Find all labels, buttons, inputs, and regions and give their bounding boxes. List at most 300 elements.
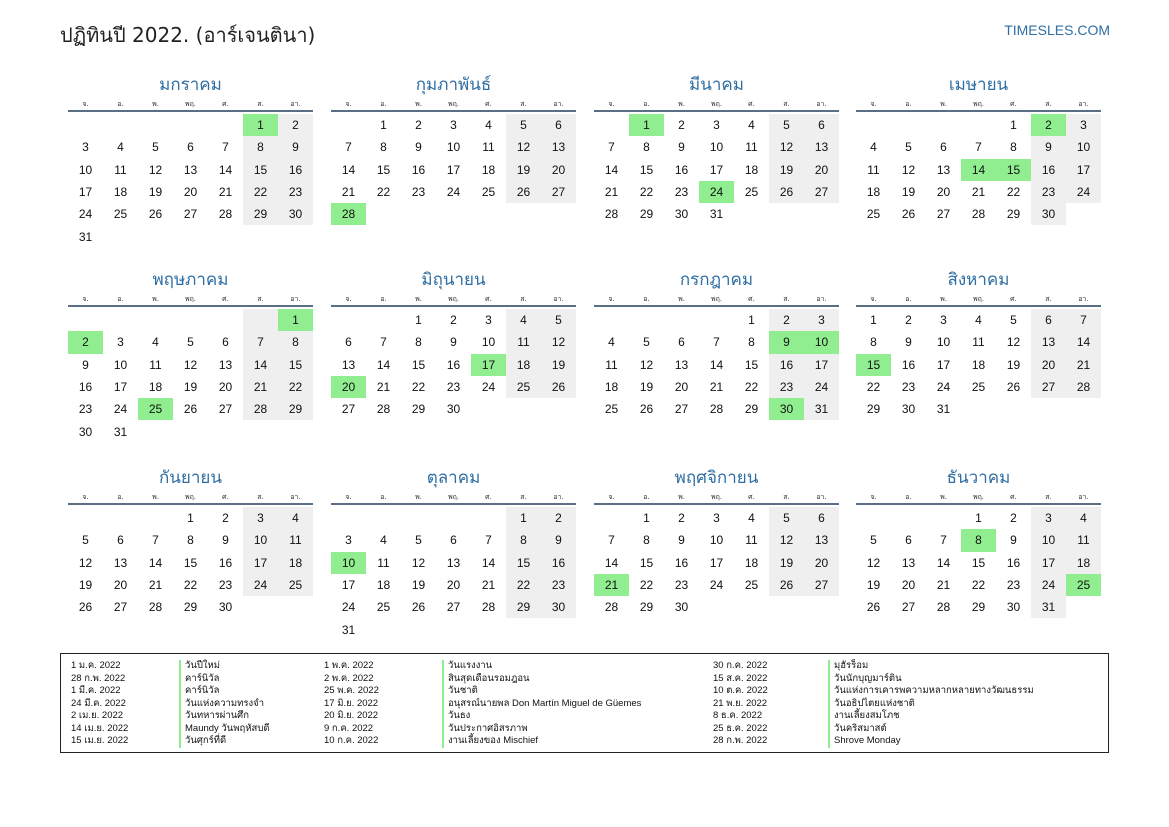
weekday-label: อา. [816,100,827,108]
day-cell: 31 [1031,596,1066,618]
day-cell: 11 [745,533,758,548]
day-cell: 26 [411,600,426,615]
day-cell: 3 [940,313,947,328]
day-cell: 4 [975,313,982,328]
empty-cell [138,114,173,136]
day-cell: 25 [971,380,986,395]
weekday-label: อ. [905,295,912,303]
day-cell: 10 [481,335,496,350]
day-cell: 18 [506,354,541,376]
day-cell: 21 [1066,354,1101,376]
day-cell: 24 [446,185,461,200]
day-cell: 2 [450,313,457,328]
day-cell: 10 [936,335,951,350]
day-cell: 15 [506,552,541,574]
day-cell: 6 [905,533,912,548]
day-cell: 30 [541,596,576,618]
day-cell: 15 [971,555,986,570]
day-cell: 2 [1010,511,1017,526]
day-cell: 28 [148,600,163,615]
day-cell: 27 [341,402,356,417]
day-cell: 14 [604,162,619,177]
day-cell: 12 [866,555,881,570]
month-calendar [331,72,576,225]
day-cell: 22 [183,578,198,593]
weekday-label: อา. [553,100,564,108]
weekday-label: ศ. [485,295,492,303]
day-cell: 11 [506,331,541,353]
day-cell: 4 [870,140,877,155]
month-calendar [68,465,313,618]
empty-cell [804,596,839,618]
day-cell: 29 [971,600,986,615]
day-cell: 2 [222,511,229,526]
day-cell: 13 [1031,331,1066,353]
weekday-label: จ. [608,100,615,108]
weekday-label: พ. [415,295,422,303]
day-cell: 13 [936,162,951,177]
day-cell: 30 [674,207,689,222]
day-cell: 27 [901,600,916,615]
day-cell: 25 [278,574,313,596]
day-cell: 26 [148,207,163,222]
day-cell: 28 [331,203,366,225]
weekday-label: พฤ. [184,493,197,501]
empty-cell [331,309,366,331]
header-rule [68,110,313,112]
empty-cell [278,420,313,442]
day-cell: 6 [804,114,839,136]
weekday-label: อา. [290,295,301,303]
day-cell: 19 [78,578,93,593]
day-cell: 11 [114,162,127,177]
header-rule [68,503,313,505]
day-cell: 4 [748,118,755,133]
weekday-label: พ. [415,100,422,108]
empty-cell [138,507,173,529]
day-cell: 3 [485,313,492,328]
day-cell: 22 [411,380,426,395]
day-cell: 23 [78,402,93,417]
day-cell: 17 [804,354,839,376]
day-cell: 7 [975,140,982,155]
day-cell: 6 [940,140,947,155]
day-cell: 30 [78,424,93,439]
day-cell: 28 [604,600,619,615]
day-cell: 1 [187,511,194,526]
empty-cell [173,225,208,247]
empty-cell [173,309,208,331]
day-grid [331,114,576,225]
day-cell: 12 [541,331,576,353]
legend-holiday-name: วันศุกร์ที่ดี [179,735,226,748]
day-cell: 15 [856,354,891,376]
day-cell: 13 [446,555,461,570]
day-cell: 9 [678,533,685,548]
month-calendar [856,72,1101,225]
day-cell: 16 [674,162,689,177]
weekday-label: พฤ. [710,493,723,501]
weekday-label: จ. [870,493,877,501]
day-cell: 19 [506,159,541,181]
weekday-header [856,491,1101,503]
day-cell: 28 [709,402,724,417]
day-cell: 10 [243,529,278,551]
day-cell: 20 [1031,354,1066,376]
day-cell: 18 [744,555,759,570]
empty-cell [138,420,173,442]
weekday-label: ส. [520,295,527,303]
empty-cell [366,309,401,331]
day-cell: 19 [541,354,576,376]
day-cell: 23 [674,185,689,200]
day-cell: 17 [471,354,506,376]
day-cell: 12 [901,162,916,177]
day-cell: 27 [113,600,128,615]
empty-cell [541,618,576,640]
day-cell: 14 [218,162,233,177]
day-cell: 24 [709,578,724,593]
day-cell: 21 [218,185,233,200]
weekday-label: ส. [1045,295,1052,303]
day-cell: 29 [744,402,759,417]
day-cell: 20 [113,578,128,593]
day-cell: 29 [639,207,654,222]
day-cell: 24 [481,380,496,395]
day-cell: 20 [183,185,198,200]
day-cell: 27 [541,181,576,203]
empty-cell [506,618,541,640]
header-rule [331,503,576,505]
day-cell: 14 [376,357,391,372]
day-cell: 2 [678,511,685,526]
empty-cell [436,618,471,640]
day-cell: 22 [243,181,278,203]
day-cell: 3 [713,118,720,133]
weekday-label: อ. [905,100,912,108]
day-cell: 15 [411,357,426,372]
weekday-label: จ. [345,100,352,108]
day-cell: 7 [608,533,615,548]
day-cell: 23 [446,380,461,395]
weekday-label: พฤ. [447,100,460,108]
day-cell: 4 [152,335,159,350]
day-cell: 23 [218,578,233,593]
day-cell: 1 [506,507,541,529]
day-cell: 25 [866,207,881,222]
day-cell: 3 [243,507,278,529]
empty-cell [891,507,926,529]
legend-date: 17 มิ.ย. 2022 [324,697,379,709]
legend-date: 30 ก.ค. 2022 [713,660,768,671]
legend-holiday-name: Shrove Monday [828,735,901,748]
legend-date: 24 มี.ค. 2022 [71,697,126,709]
day-cell: 1 [415,313,422,328]
empty-cell [856,507,891,529]
month-calendar [594,72,839,225]
empty-cell [594,114,629,136]
weekday-label: ส. [257,493,264,501]
day-cell: 10 [446,140,461,155]
day-cell: 19 [769,552,804,574]
day-cell: 30 [674,600,689,615]
day-cell: 12 [639,357,654,372]
legend-date: 1 พ.ค. 2022 [324,660,374,671]
empty-cell [891,114,926,136]
day-cell: 13 [183,162,198,177]
day-cell: 25 [481,185,496,200]
empty-cell [68,309,103,331]
day-cell: 24 [78,207,93,222]
legend-holiday-name: วันแห่งการเคารพความหลากหลายทางวัฒนธรรม [828,685,1034,698]
legend-holiday-name: งานเลี้ยงสมโภช [828,710,900,723]
empty-cell [804,203,839,225]
empty-cell [366,507,401,529]
day-cell: 26 [769,574,804,596]
day-cell: 7 [380,335,387,350]
month-calendar [594,267,839,420]
empty-cell [471,398,506,420]
day-cell: 4 [278,507,313,529]
day-cell: 17 [709,162,724,177]
day-cell: 8 [870,335,877,350]
legend-holiday-name: คาร์นิวัล [179,685,219,698]
day-cell: 23 [278,181,313,203]
day-cell: 26 [901,207,916,222]
empty-cell [138,309,173,331]
weekday-label: ส. [1045,100,1052,108]
site-link[interactable]: TIMESLES.COM [1004,22,1110,38]
day-cell: 19 [769,159,804,181]
day-cell: 26 [541,376,576,398]
day-cell: 15 [183,555,198,570]
legend-holiday-name: วันชาติ [442,685,478,698]
month-name: มกราคม [159,75,222,95]
day-cell: 6 [804,507,839,529]
legend-holiday-name: วันนักบุญมาร์ติน [828,673,902,686]
day-cell: 1 [243,114,278,136]
day-cell: 25 [376,600,391,615]
legend-date: 28 ก.พ. 2022 [713,735,768,746]
empty-cell [138,225,173,247]
day-grid [68,309,313,443]
day-cell: 29 [1006,207,1021,222]
day-cell: 14 [936,555,951,570]
day-cell: 29 [866,402,881,417]
day-cell: 20 [901,578,916,593]
day-cell: 28 [218,207,233,222]
day-cell: 5 [506,114,541,136]
day-cell: 1 [278,309,313,331]
weekday-label: อ. [643,295,650,303]
weekday-label: ส. [520,100,527,108]
day-cell: 24 [699,181,734,203]
day-cell: 20 [936,185,951,200]
day-cell: 2 [905,313,912,328]
day-cell: 29 [411,402,426,417]
legend-date: 20 มิ.ย. 2022 [324,710,379,721]
legend-date: 1 ม.ค. 2022 [71,660,121,671]
day-cell: 25 [506,376,541,398]
weekday-label: จ. [608,295,615,303]
weekday-label: จ. [870,100,877,108]
day-cell: 13 [804,529,839,551]
empty-cell [331,507,366,529]
legend-holiday-name: อนุสรณ์นายพล Don Martín Miguel de Güemes [442,698,641,711]
day-cell: 18 [866,185,881,200]
day-cell: 17 [113,380,128,395]
day-cell: 26 [1006,380,1021,395]
day-cell: 2 [415,118,422,133]
weekday-label: พ. [152,493,159,501]
weekday-label: อา. [816,295,827,303]
day-cell: 15 [278,354,313,376]
day-cell: 27 [446,600,461,615]
empty-cell [436,507,471,529]
day-cell: 16 [411,162,426,177]
day-cell: 9 [1010,533,1017,548]
day-cell: 21 [971,185,986,200]
weekday-label: ศ. [1010,493,1017,501]
day-cell: 4 [506,309,541,331]
day-cell: 11 [867,162,880,177]
day-cell: 7 [1066,309,1101,331]
day-cell: 22 [744,380,759,395]
day-grid [856,114,1101,225]
legend-date: 9 ก.ค. 2022 [324,722,374,734]
empty-cell [401,507,436,529]
empty-cell [996,398,1031,420]
day-cell: 24 [936,380,951,395]
day-cell: 20 [804,552,839,574]
day-cell: 15 [639,162,654,177]
weekday-header [68,98,313,110]
weekday-label: จ. [608,493,615,501]
month-calendar [856,465,1101,618]
day-cell: 9 [415,140,422,155]
weekday-label: อ. [643,100,650,108]
legend-date: 1 มี.ค. 2022 [71,685,121,696]
weekday-label: อา. [1078,100,1089,108]
empty-cell [208,225,243,247]
month-calendar [331,465,576,641]
weekday-label: พฤ. [447,493,460,501]
day-cell: 30 [1006,600,1021,615]
day-cell: 20 [218,380,233,395]
day-cell: 4 [380,533,387,548]
day-cell: 16 [78,380,93,395]
day-cell: 2 [68,331,103,353]
empty-cell [961,114,996,136]
weekday-header [594,98,839,110]
empty-cell [68,114,103,136]
day-cell: 9 [450,335,457,350]
empty-cell [506,398,541,420]
legend-date: 15 ส.ค. 2022 [713,672,768,684]
month-name: พฤษภาคม [152,270,229,290]
weekday-label: พ. [940,295,947,303]
day-cell: 30 [1031,203,1066,225]
day-cell: 11 [745,140,758,155]
day-cell: 7 [940,533,947,548]
day-cell: 24 [1031,574,1066,596]
day-cell: 14 [341,162,356,177]
day-cell: 18 [971,357,986,372]
day-cell: 2 [678,118,685,133]
header-rule [594,110,839,112]
month-name: กุมภาพันธ์ [415,75,492,95]
holiday-legend [60,653,1109,753]
month-name: เมษายน [948,75,1009,95]
legend-holiday-name: Maundy วันพฤหัสบดี [179,723,270,736]
empty-cell [278,225,313,247]
day-cell: 16 [1006,555,1021,570]
legend-date: 14 เม.ย. 2022 [71,722,129,734]
day-cell: 21 [604,185,619,200]
day-cell: 20 [541,159,576,181]
legend-holiday-name: วันธง [442,710,470,723]
day-cell: 9 [678,140,685,155]
day-cell: 30 [446,402,461,417]
day-cell: 11 [1066,529,1101,551]
weekday-label: พ. [678,100,685,108]
weekday-header [594,293,839,305]
day-cell: 12 [1006,335,1021,350]
weekday-label: ศ. [748,100,755,108]
empty-cell [243,596,278,618]
day-cell: 17 [709,555,724,570]
empty-cell [594,309,629,331]
day-cell: 7 [243,331,278,353]
weekday-label: พฤ. [710,295,723,303]
day-cell: 20 [804,159,839,181]
day-cell: 2 [1031,114,1066,136]
weekday-header [68,491,313,503]
day-cell: 31 [341,622,356,637]
day-cell: 8 [278,331,313,353]
day-cell: 16 [901,357,916,372]
day-cell: 13 [113,555,128,570]
weekday-label: อ. [380,493,387,501]
day-cell: 28 [481,600,496,615]
day-cell: 15 [744,357,759,372]
day-cell: 4 [608,335,615,350]
day-cell: 27 [804,181,839,203]
empty-cell [366,618,401,640]
weekday-header [331,98,576,110]
weekday-label: ศ. [748,295,755,303]
weekday-label: ส. [1045,493,1052,501]
day-cell: 21 [148,578,163,593]
day-cell: 1 [975,511,982,526]
empty-cell [541,203,576,225]
day-cell: 17 [1031,552,1066,574]
empty-cell [926,114,961,136]
day-cell: 18 [604,380,619,395]
day-cell: 1 [748,313,755,328]
day-cell: 12 [506,136,541,158]
weekday-label: พ. [940,493,947,501]
day-cell: 9 [278,136,313,158]
day-cell: 28 [1066,376,1101,398]
legend-holiday-name: วันคริสมาสต์ [828,723,887,736]
empty-cell [173,114,208,136]
day-cell: 23 [674,578,689,593]
day-cell: 6 [541,114,576,136]
day-cell: 5 [905,140,912,155]
day-cell: 15 [996,159,1031,181]
day-cell: 1 [1010,118,1017,133]
